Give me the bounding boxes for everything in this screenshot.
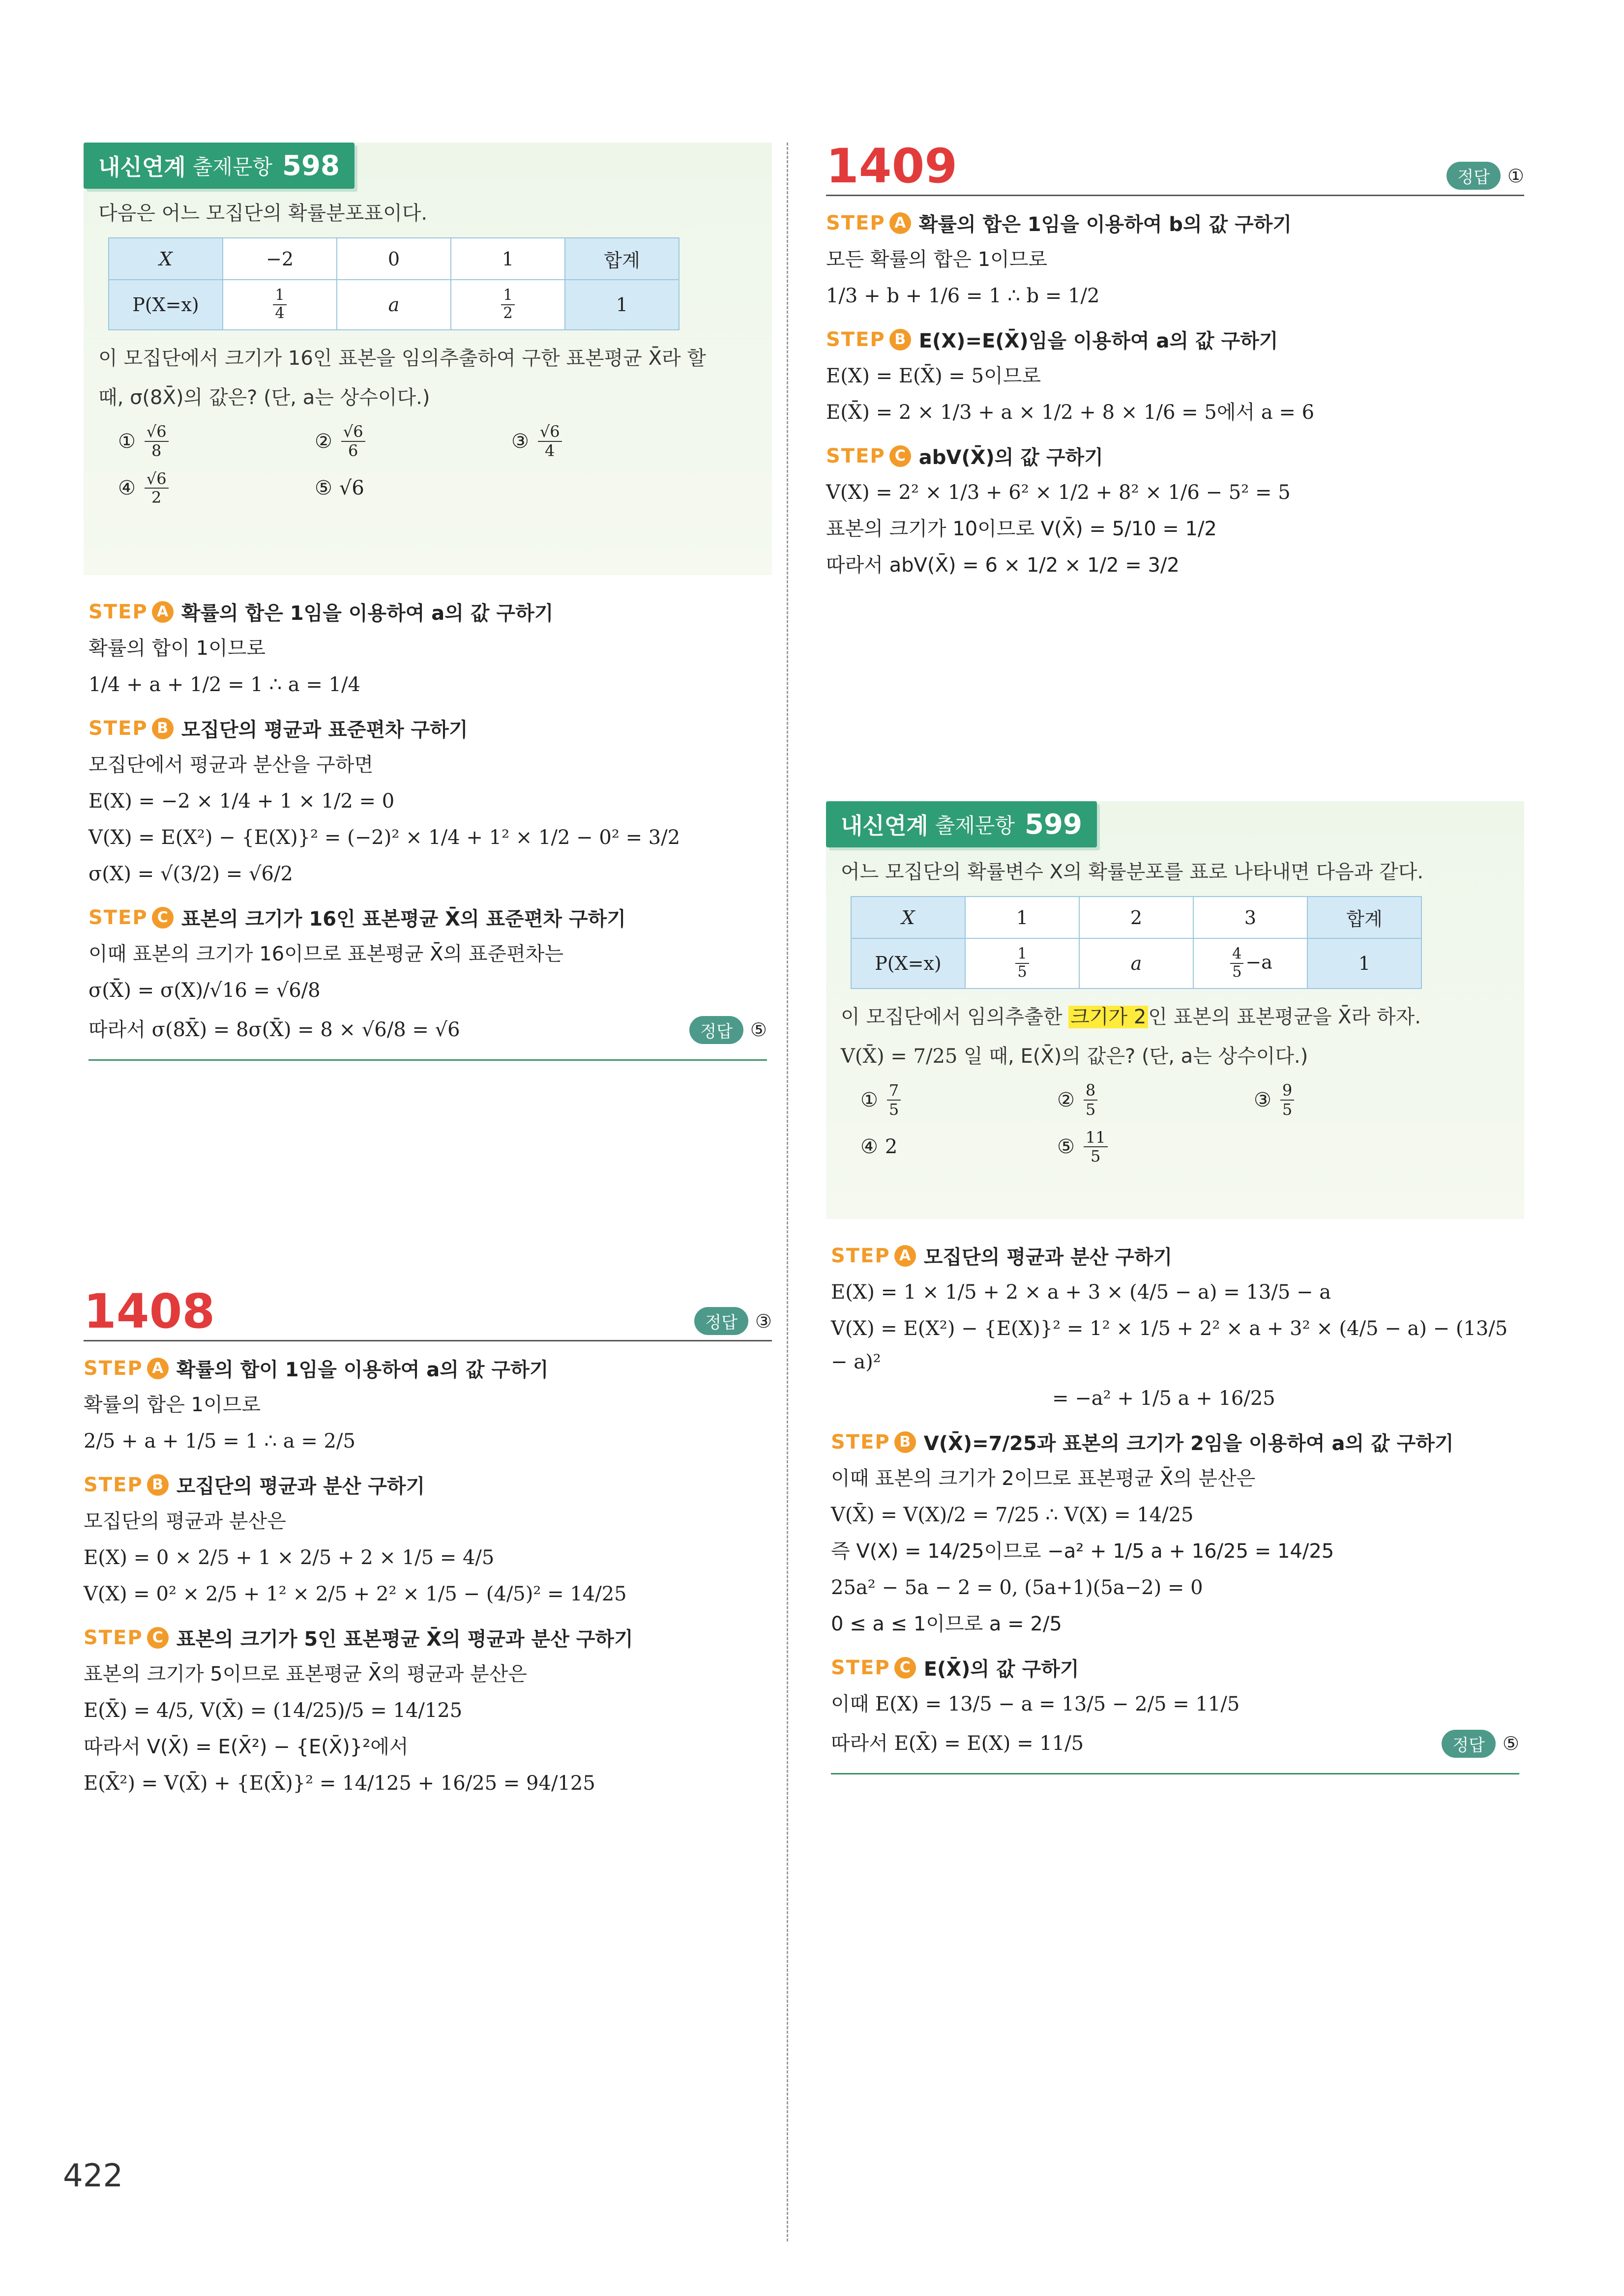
- column-divider: [787, 143, 788, 2241]
- solution-line: 모집단의 평균과 분산은: [84, 1510, 286, 1533]
- badge-number: 599: [1025, 808, 1082, 841]
- table-cell: −2: [223, 238, 337, 280]
- step-b: STEP B V(X̄)=7/25과 표본의 크기가 2임을 이용하여 a의 값 구하기: [831, 1430, 1454, 1455]
- section-rule: [831, 1773, 1519, 1774]
- solution-line: σ(X) = √(3/2) = √6/2: [89, 863, 293, 885]
- solution-line: = −a² + 1/5 a + 16/25: [1052, 1387, 1275, 1410]
- problem-question-line-2: 때, σ(8X̄)의 값은? (단, a는 상수이다.): [98, 386, 430, 409]
- solution-line: 따라서 abV(X̄) = 6 × 1/2 × 1/2 = 3/2: [826, 554, 1180, 577]
- solution-line: 즉 V(X) = 14/25이므로 −a² + 1/5 a + 16/25 = 14/25: [831, 1540, 1334, 1563]
- answer-599: 정답 ⑤: [1442, 1730, 1519, 1758]
- answer-choices: [118, 423, 767, 507]
- problem-box-598: [84, 143, 772, 575]
- table-cell: $\frac{4}{5}$ −a: [1193, 938, 1307, 988]
- problem-1408: [84, 1284, 772, 1803]
- problem-intro: 다음은 어느 모집단의 확률분포표이다.: [98, 202, 428, 225]
- table-cell: 0: [337, 238, 451, 280]
- step-a: STEP A 모집단의 평균과 분산 구하기: [831, 1244, 1173, 1269]
- solution-line: E(X̄) = 4/5, V(X̄) = (14/25)/5 = 14/125: [84, 1699, 463, 1722]
- problem-badge: [84, 143, 354, 189]
- problem-intro: 어느 모집단의 확률변수 X의 확률분포를 표로 나타내면 다음과 같다.: [841, 861, 1424, 883]
- problem-number: 1409: [826, 139, 958, 194]
- problem-question-line-1: 이 모집단에서 임의추출한 크기가 2 인 표본의 표본평균을 X̄라 하자.: [841, 1005, 1421, 1028]
- step-b: STEP B 모집단의 평균과 분산 구하기: [84, 1473, 425, 1498]
- table-total: 1: [1307, 938, 1421, 988]
- problem-header: [826, 139, 1524, 196]
- solution-line: 2/5 + a + 1/5 = 1 ∴ a = 2/5: [84, 1430, 355, 1453]
- choice-3[interactable]: ③ $\frac{9}{5}$: [1254, 1081, 1450, 1119]
- table-total-header: 합계: [565, 238, 679, 280]
- solution-line: 이때 E(X) = 13/5 − a = 13/5 − 2/5 = 11/5: [831, 1693, 1240, 1715]
- answer-1409: 정답 ①: [1447, 162, 1524, 190]
- solution-line: 1/4 + a + 1/2 = 1 ∴ a = 1/4: [89, 673, 360, 696]
- table-cell: a: [1079, 938, 1193, 988]
- solution-598: [89, 585, 767, 1061]
- table-total: 1: [565, 280, 679, 330]
- choice-4[interactable]: ④ $\frac{√6}{2}$: [118, 470, 315, 507]
- badge-sub: 출제문항: [192, 155, 273, 179]
- choice-1[interactable]: ① $\frac{√6}{8}$: [118, 423, 315, 460]
- table-header-p: P(X=x): [851, 938, 965, 988]
- solution-line: 이때 표본의 크기가 16이므로 표본평균 X̄의 표준편차는: [89, 943, 564, 965]
- solution-line: V(X̄) = V(X)/2 = 7/25 ∴ V(X) = 14/25: [831, 1504, 1194, 1526]
- solution-line: 확률의 합은 1이므로: [84, 1394, 261, 1416]
- step-c: STEP C 표본의 크기가 16인 표본평균 X̄의 표준편차 구하기: [89, 906, 626, 930]
- solution-line: E(X̄²) = V(X̄) + {E(X̄)}² = 14/125 + 16/25 = 94/125: [84, 1772, 595, 1795]
- step-a: STEP A 확률의 합이 1임을 이용하여 a의 값 구하기: [84, 1357, 549, 1381]
- distribution-table: [108, 237, 679, 330]
- solution-line: 따라서 V(X̄) = E(X̄²) − {E(X̄)}²에서: [84, 1736, 409, 1758]
- solution-line: V(X) = E(X²) − {E(X)}² = (−2)² × 1/4 + 1² × 1/2 − 0² = 3/2: [89, 826, 680, 849]
- table-cell: a: [337, 280, 451, 330]
- problem-box-599: [826, 801, 1524, 1219]
- solution-line: E(X) = 0 × 2/5 + 1 × 2/5 + 2 × 1/5 = 4/5: [84, 1546, 495, 1569]
- choice-2[interactable]: ② $\frac{8}{5}$: [1057, 1081, 1254, 1119]
- problem-number: 1408: [84, 1284, 215, 1339]
- badge-label: 내신연계: [841, 813, 928, 839]
- solution-599: [831, 1229, 1519, 1774]
- distribution-table: [851, 896, 1422, 989]
- solution-line: 25a² − 5a − 2 = 0, (5a+1)(5a−2) = 0: [831, 1576, 1203, 1599]
- step-c: STEP C E(X̄)의 값 구하기: [831, 1656, 1079, 1681]
- solution-line: E(X) = −2 × 1/4 + 1 × 1/2 = 0: [89, 790, 395, 813]
- solution-line: 0 ≤ a ≤ 1이므로 a = 2/5: [831, 1613, 1062, 1635]
- choice-5[interactable]: ⑤ $\frac{11}{5}$: [1057, 1129, 1254, 1166]
- step-b: STEP B E(X)=E(X̄)임을 이용하여 a의 값 구하기: [826, 328, 1278, 352]
- problem-badge: [826, 801, 1097, 847]
- step-c: STEP C abV(X̄)의 값 구하기: [826, 444, 1103, 469]
- solution-line: 따라서 σ(8X̄) = 8σ(X̄) = 8 × √6/8 = √6: [89, 1018, 460, 1041]
- solution-line: V(X) = E(X²) − {E(X)}² = 1² × 1/5 + 2² × a + 3² × (4/5 − a) − (13/5 − a)²: [831, 1317, 1508, 1373]
- solution-line: E(X̄) = 2 × 1/3 + a × 1/2 + 8 × 1/6 = 5에서 a = 6: [826, 401, 1315, 424]
- badge-sub: 출제문항: [935, 814, 1015, 838]
- table-cell: $\frac{1}{5}$: [965, 938, 1079, 988]
- table-cell: 1: [451, 238, 565, 280]
- problem-question-line-2: V(X̄) = 7/25 일 때, E(X̄)의 값은? (단, a는 상수이다.): [841, 1045, 1308, 1068]
- step-a: STEP A 확률의 합은 1임을 이용하여 b의 값 구하기: [826, 211, 1292, 236]
- solution-line: 모든 확률의 합은 1이므로: [826, 248, 1047, 271]
- answer-598: 정답 ⑤: [689, 1016, 767, 1044]
- table-cell: 3: [1193, 897, 1307, 938]
- table-cell: 1: [965, 897, 1079, 938]
- step-b: STEP B 모집단의 평균과 표준편차 구하기: [89, 717, 468, 741]
- choice-5[interactable]: ⑤ √6: [315, 477, 364, 500]
- answer-1408: 정답 ③: [694, 1307, 772, 1335]
- answer-choices: [860, 1081, 1514, 1165]
- choice-2[interactable]: ② $\frac{√6}{6}$: [315, 423, 511, 460]
- problem-question-line-1: 이 모집단에서 크기가 16인 표본을 임의추출하여 구한 표본평균 X̄라 할: [98, 347, 707, 370]
- section-rule: [89, 1059, 767, 1061]
- solution-line: E(X) = 1 × 1/5 + 2 × a + 3 × (4/5 − a) = 13/5 − a: [831, 1281, 1331, 1304]
- table-header-p: P(X=x): [109, 280, 223, 330]
- solution-line: 따라서 E(X̄) = E(X) = 11/5: [831, 1732, 1084, 1755]
- solution-line: σ(X̄) = σ(X)/√16 = √6/8: [89, 979, 321, 1002]
- badge-number: 598: [282, 149, 340, 182]
- table-header-x: X: [109, 238, 223, 280]
- choice-3[interactable]: ③ $\frac{√6}{4}$: [511, 423, 708, 460]
- table-header-x: X: [851, 897, 965, 938]
- table-cell: $\frac{1}{2}$: [451, 280, 565, 330]
- table-cell: 2: [1079, 897, 1193, 938]
- solution-line: 이때 표본의 크기가 2이므로 표본평균 X̄의 분산은: [831, 1467, 1256, 1490]
- choice-1[interactable]: ① $\frac{7}{5}$: [860, 1081, 1057, 1119]
- problem-1409: [826, 139, 1524, 585]
- step-a: STEP A 확률의 합은 1임을 이용하여 a의 값 구하기: [89, 600, 554, 625]
- badge-label: 내신연계: [98, 154, 186, 180]
- solution-line: 표본의 크기가 5이므로 표본평균 X̄의 평균과 분산은: [84, 1663, 527, 1686]
- solution-line: 모집단에서 평균과 분산을 구하면: [89, 754, 374, 776]
- solution-line: V(X) = 0² × 2/5 + 1² × 2/5 + 2² × 1/5 − (4/5)² = 14/25: [84, 1583, 627, 1605]
- solution-line: 1/3 + b + 1/6 = 1 ∴ b = 1/2: [826, 285, 1100, 307]
- choice-4[interactable]: ④ 2: [860, 1135, 898, 1159]
- problem-header: [84, 1284, 772, 1341]
- solution-line: V(X) = 2² × 1/3 + 6² × 1/2 + 8² × 1/6 − 5² = 5: [826, 481, 1291, 504]
- table-total-header: 합계: [1307, 897, 1421, 938]
- solution-line: 표본의 크기가 10이므로 V(X̄) = 5/10 = 1/2: [826, 518, 1217, 540]
- table-cell: $\frac{1}{4}$: [223, 280, 337, 330]
- solution-line: E(X) = E(X̄) = 5이므로: [826, 365, 1041, 387]
- solution-line: 확률의 합이 1이므로: [89, 637, 266, 660]
- highlight: 크기가 2: [1068, 1006, 1148, 1028]
- page-number: 422: [63, 2158, 123, 2194]
- step-c: STEP C 표본의 크기가 5인 표본평균 X̄의 평균과 분산 구하기: [84, 1626, 633, 1651]
